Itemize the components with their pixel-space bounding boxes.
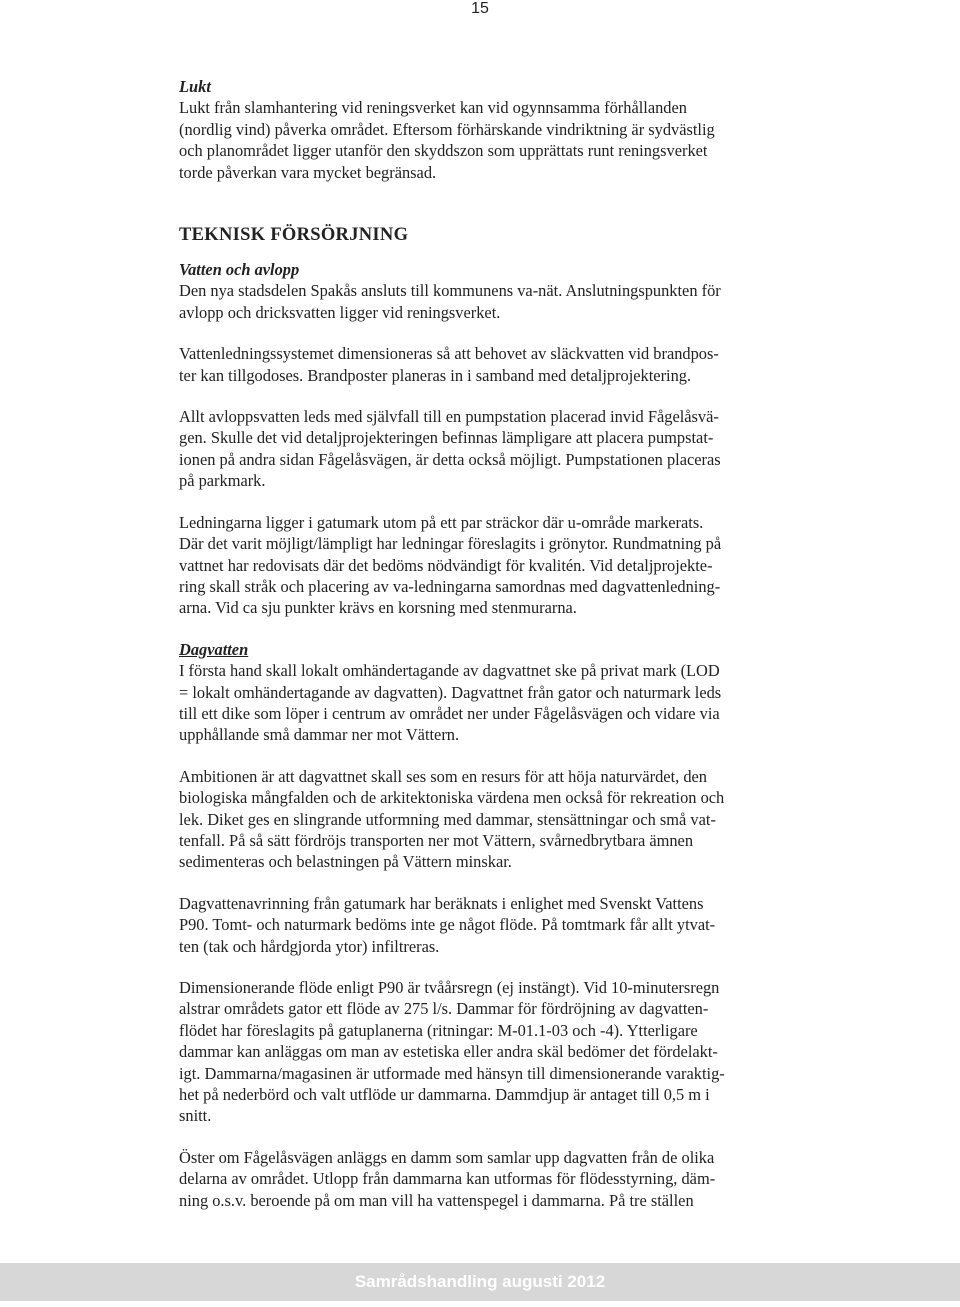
text-line: dammar kan anläggas om man av estetiska eller andra skäl bedömer det fördelakt- [179, 1042, 718, 1062]
paragraph-ambitionen [179, 766, 799, 873]
paragraph-oster-om [179, 1147, 799, 1211]
text-line: Allt avloppsvatten leds med självfall till en pumpstation placerad invid Fågelåsvä- [179, 407, 719, 427]
heading-teknisk-forsorjning: TEKNISK FÖRSÖRJNING [179, 225, 409, 246]
heading-vatten-och-avlopp: Vatten och avlopp [179, 260, 300, 280]
text-line: Dagvattenavrinning från gatumark har beräknats i enlighet med Svenskt Vattens [179, 893, 704, 913]
text-line: upphållande små dammar ner mot Vättern. [179, 725, 460, 745]
text-line: ring skall stråk och placering av va-ledningarna samordnas med dagvattenledning- [179, 576, 721, 596]
text-line: I första hand skall lokalt omhändertagande av dagvattnet ske på privat mark (LOD [179, 661, 720, 681]
text-line: alstrar områdets gator ett flöde av 275 l/s. Dammar för fördröjning av dagvatten- [179, 999, 709, 1019]
footer-text: Samrådshandling augusti 2012 [354, 1272, 606, 1291]
text-line: sedimenteras och belastningen på Vättern minskar. [179, 852, 512, 872]
text-line: Dimensionerande flöde enligt P90 är tvåårsregn (ej instängt). Vid 10-minutersregn [179, 978, 720, 997]
text-line: Ledningarna ligger i gatumark utom på ett par sträckor där u-område markerats. [179, 512, 704, 532]
text-line: tenfall. På så sätt fördröjs transporten ner mot Vättern, svårnedbrytbara ämnen [179, 830, 694, 850]
page-number: 15 [471, 0, 489, 17]
text-line: gen. Skulle det vid detaljprojekteringen befinnas lämpligare att placera pumpstat- [179, 428, 714, 448]
text-line: ning o.s.v. beroende på om man vill ha vattenspegel i dammarna. På tre ställen [179, 1190, 694, 1210]
paragraph-lod [179, 660, 799, 746]
paragraph-dagvattenavrinning [179, 893, 799, 957]
paragraph-lukt [179, 97, 799, 183]
text-line: och planområdet ligger utanför den skyddszon som upprättats runt reningsverket [179, 141, 708, 161]
text-line: torde påverkan vara mycket begränsad. [179, 162, 437, 182]
paragraph-avloppsvatten [179, 406, 799, 492]
text-line: Öster om Fågelåsvägen anläggs en damm som samlar upp dagvatten från de olika [179, 1147, 715, 1167]
text-line: P90. Tomt- och naturmark bedöms inte ge något flöde. På tomtmark får allt ytvat- [179, 915, 716, 935]
heading-dagvatten: Dagvatten [179, 639, 249, 659]
text-line: Där det varit möjligt/lämpligt har ledningar föreslagits i grönytor. Rundmatning på [179, 534, 722, 554]
text-line: lek. Diket ges en slingrande utformning med dammar, stensättningar och små vat- [179, 809, 716, 829]
text-line: Vattenledningssystemet dimensioneras så att behovet av släckvatten vid brandpos- [179, 344, 719, 364]
text-line: ionen på andra sidan Fågelåsvägen, är detta också möjligt. Pumpstationen placeras [179, 449, 721, 469]
text-line: Den nya stadsdelen Spakås ansluts till kommunens va-nät. Anslutningspunkten för [179, 281, 721, 301]
text-line: snitt. [179, 1106, 212, 1126]
text-line: het på nederbörd och valt utflöde ur dammarna. Dammdjup är antaget till 0,5 m i [179, 1085, 710, 1105]
text-line: Ambitionen är att dagvattnet skall ses som en resurs för att höja naturvärdet, den [179, 766, 707, 786]
heading-lukt: Lukt [179, 77, 211, 96]
text-line: delarna av området. Utlopp från dammarna kan utformas för flödesstyrning, däm- [179, 1169, 716, 1189]
footer-banner [0, 1263, 960, 1301]
text-line: till ett dike som löper i centrum av området ner under Fågelåsvägen och vidare via [179, 703, 720, 723]
text-line: (nordlig vind) påverka området. Eftersom förhärskande vindriktning är sydvästlig [179, 119, 715, 139]
paragraph-dimensionerande [179, 977, 799, 1127]
paragraph-ledningarna [179, 512, 799, 619]
text-line: vattnet har redovisats där det bedöms nödvändigt för kvalitén. Vid detaljprojekte- [179, 555, 713, 575]
paragraph-vattenledning [179, 343, 799, 386]
text-line: avlopp och dricksvatten ligger vid reningsverket. [179, 302, 501, 322]
document-body [179, 76, 799, 1211]
text-line: flödet har föreslagits på gatuplanerna (ritningar: M-01.1-03 och -4). Ytterligare [179, 1020, 698, 1040]
text-line: = lokalt omhändertagande av dagvatten). Dagvattnet från gator och naturmark leds [179, 682, 722, 702]
text-line: igt. Dammarna/magasinen är utformade med hänsyn till dimensionerande varaktig- [179, 1063, 725, 1083]
text-line: på parkmark. [179, 471, 266, 491]
text-line: arna. Vid ca sju punkter krävs en korsning med stenmurarna. [179, 598, 577, 618]
text-line: ter kan tillgodoses. Brandposter planeras in i samband med detaljprojektering. [179, 365, 692, 385]
paragraph-anslutning [179, 280, 799, 323]
text-line: biologiska mångfalden och de arkitektoniska värdena men också för rekreation och [179, 788, 725, 808]
text-line: Lukt från slamhantering vid reningsverket kan vid ogynnsamma förhållanden [179, 98, 687, 118]
text-line: ten (tak och hårdgjorda ytor) infiltreras. [179, 936, 440, 956]
